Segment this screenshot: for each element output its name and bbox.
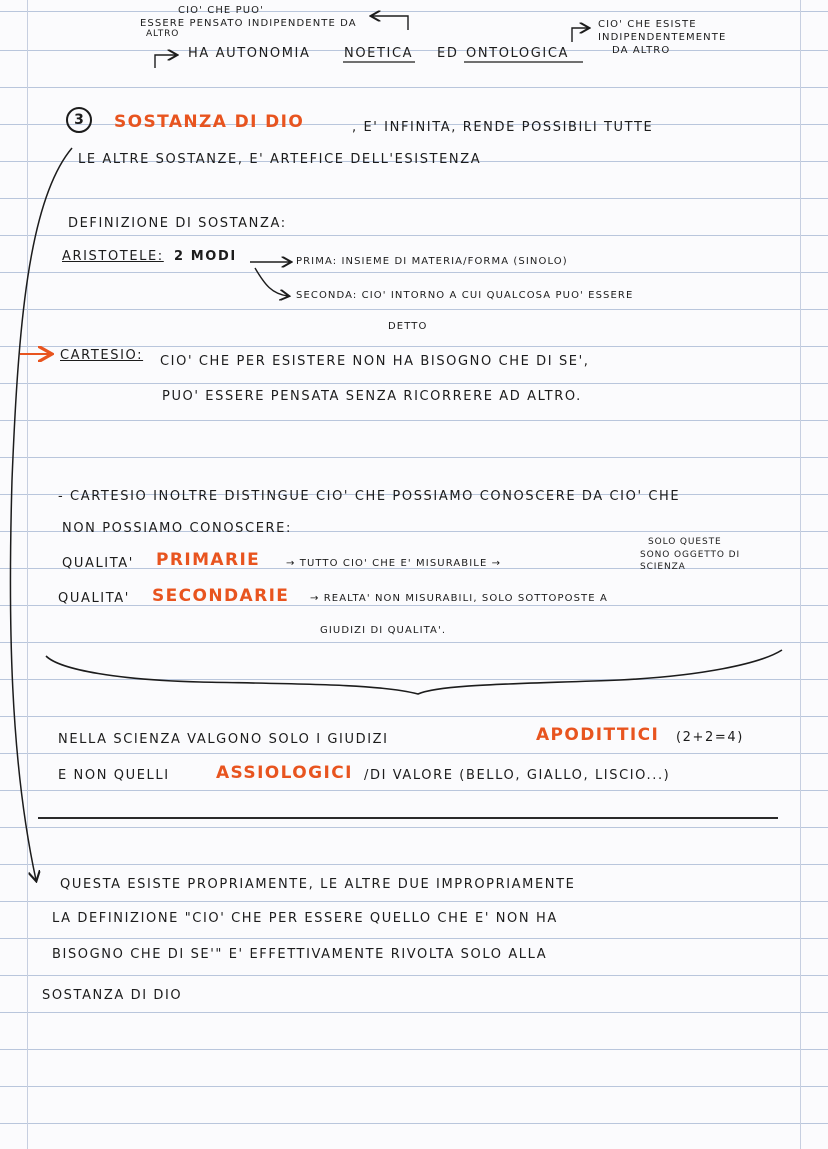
qualities-intro-line2: NON POSSIAMO CONOSCERE:: [62, 521, 292, 536]
note-line2: SONO OGGETTO DI: [640, 550, 741, 560]
qualita-label-2: QUALITA': [58, 591, 130, 606]
top-note-ontologica: ONTOLOGICA: [466, 46, 570, 61]
top-note-line3: ALTRO: [146, 29, 180, 39]
prima-definition: PRIMA: INSIEME DI MATERIA/FORMA (SINOLO): [296, 256, 568, 267]
top-note-line2: ESSERE PENSATO INDIPENDENTE DA: [140, 18, 357, 29]
assiologici-desc: /DI VALORE (BELLO, GIALLO, LISCIO...): [364, 768, 671, 783]
definition-heading: DEFINIZIONE DI SOSTANZA:: [68, 216, 287, 231]
primarie-desc: → TUTTO CIO' CHE E' MISURABILE →: [286, 558, 502, 569]
apodittici: APODITTICI: [536, 725, 660, 745]
section-line1: , E' INFINITA, RENDE POSSIBILI TUTTE: [352, 120, 654, 135]
top-right-line1: CIO' CHE ESISTE: [598, 19, 697, 30]
qualita-label-1: QUALITA': [62, 556, 134, 571]
top-right-line3: DA ALTRO: [612, 45, 671, 56]
note-line1: SOLO QUESTE: [648, 537, 722, 547]
section-number: 3: [66, 107, 92, 133]
assiologici: ASSIOLOGICI: [216, 763, 353, 783]
section-line2: LE ALTRE SOSTANZE, E' ARTEFICE DELL'ESISTENZA: [78, 152, 482, 167]
secondarie: SECONDARIE: [152, 586, 290, 606]
two-ways: 2 MODI: [174, 249, 237, 264]
closing-line1: QUESTA ESISTE PROPRIAMENTE, LE ALTRE DUE IMPROPRIAMENTE: [60, 877, 576, 892]
brace: [46, 650, 782, 694]
seconda-definition: SECONDA: CIO' INTORNO A CUI QUALCOSA PUO' ESSERE: [296, 290, 634, 301]
section-title: SOSTANZA DI DIO: [114, 112, 305, 132]
closing-line4: SOSTANZA DI DIO: [42, 988, 183, 1003]
closing-line3: BISOGNO CHE DI SE'" E' EFFETTIVAMENTE RIVOLTA SOLO ALLA: [52, 947, 548, 962]
cartesio-def-line2: PUO' ESSERE PENSATA SENZA RICORRERE AD ALTRO.: [162, 389, 582, 404]
arrow-seconda: [255, 268, 288, 296]
top-note-noetica: NOETICA: [344, 46, 414, 61]
arrow-indipendente: [372, 16, 408, 30]
arrow-esiste: [572, 28, 588, 42]
secondarie-desc: → REALTA' NON MISURABILI, SOLO SOTTOPOSTE A: [310, 593, 608, 604]
cartesio-label: CARTESIO:: [60, 348, 144, 363]
note-line3: SCIENZA: [640, 562, 686, 572]
top-right-line2: INDIPENDENTEMENTE: [598, 32, 727, 43]
aristotele-label: ARISTOTELE:: [62, 249, 164, 264]
science-line1: NELLA SCIENZA VALGONO SOLO I GIUDIZI: [58, 732, 389, 747]
qualities-intro-line1: - CARTESIO INOLTRE DISTINGUE CIO' CHE POSSIAMO CONOSCERE DA CIO' CHE: [58, 489, 681, 504]
primarie: PRIMARIE: [156, 550, 261, 570]
detto: DETTO: [388, 321, 428, 332]
apodittici-example: (2+2=4): [676, 730, 744, 745]
divider: [38, 817, 778, 819]
cartesio-def-line1: CIO' CHE PER ESISTERE NON HA BISOGNO CHE DI SE',: [160, 354, 590, 369]
science-line2: E NON QUELLI: [58, 768, 170, 783]
top-note-autonomia: HA AUTONOMIA: [188, 46, 311, 61]
top-note-line1: CIO' CHE PUO': [178, 5, 264, 16]
arrow-autonomia: [155, 55, 176, 68]
closing-line2: LA DEFINIZIONE "CIO' CHE PER ESSERE QUELLO CHE E' NON HA: [52, 911, 558, 926]
top-note-ed: ED: [437, 46, 459, 61]
giudizi-di-qualita: GIUDIZI DI QUALITA'.: [320, 625, 447, 636]
